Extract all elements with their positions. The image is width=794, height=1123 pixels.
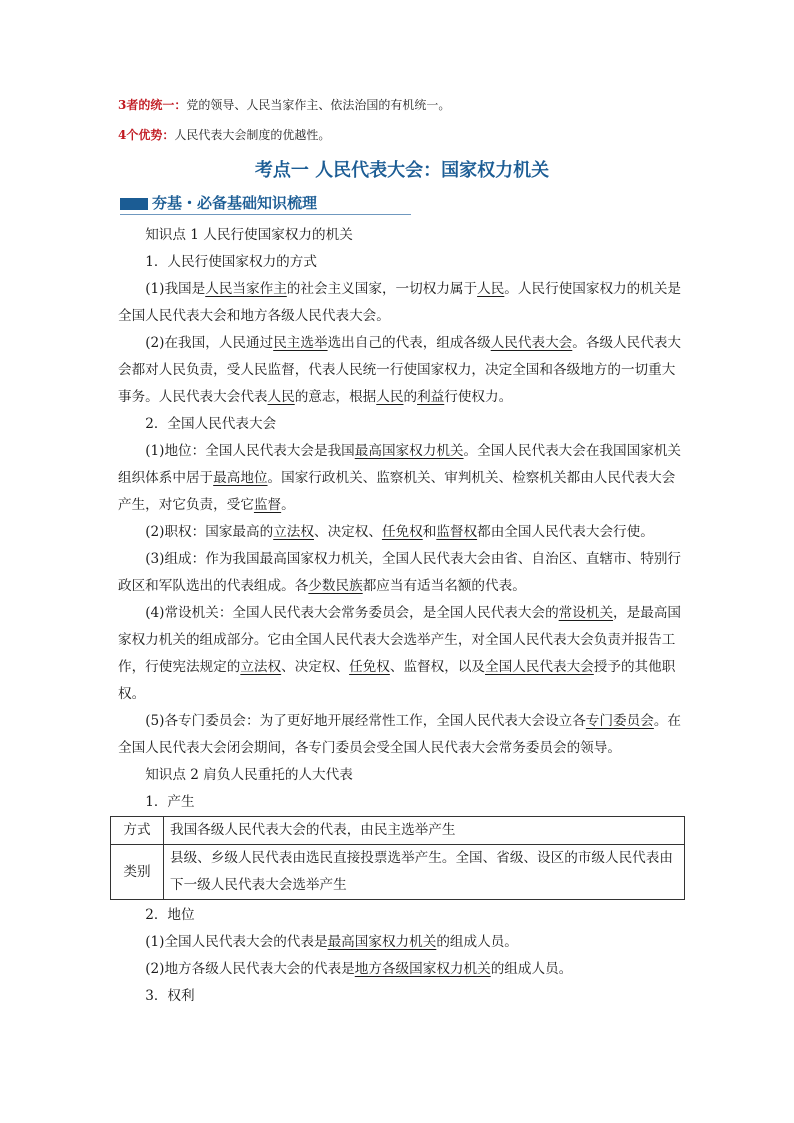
- text-run: (3)组成：作为我国最高国家权力机关，全国人民代表大会由省、自治区、直辖市、特别行政区和军队选出的代表组成。各: [118, 551, 682, 594]
- text-run: 。全国人民代表大会在我国国家机关组织体系中居于: [118, 443, 682, 486]
- kp2-title: 知识点 2 肩负人民重托的人大代表: [145, 767, 353, 783]
- text-run: 。国家行政机关、监察机关、审判机关、检察机关都由人民代表大会产生，对它负责，受它: [118, 470, 676, 513]
- kp1-paragraph-4: [118, 519, 686, 546]
- key-term: 最高地位: [213, 470, 268, 486]
- kp2-subtitle-2: 2．地位: [145, 907, 195, 923]
- key-term: 利益: [417, 389, 445, 405]
- text-run: 都由全国人民代表大会行使。: [477, 524, 654, 540]
- key-term: 民主选举: [273, 335, 328, 351]
- kp2-paragraph-1: [118, 929, 686, 956]
- text-run: 行使权力。: [444, 389, 513, 405]
- table-row-label: 方式: [111, 817, 164, 845]
- key-term: 最高国家权力机关: [354, 443, 464, 459]
- banner-title: 夯基・必备基础知识梳理: [152, 194, 318, 212]
- key-term: 立法权: [240, 659, 282, 675]
- kp2-paragraph-2: [118, 956, 686, 983]
- key-term: 人民: [477, 281, 505, 297]
- text-run: (5)各专门委员会：为了更好地开展经常性工作，全国人民代表大会设立各: [145, 713, 586, 729]
- section-title: 考点一 人民代表大会：国家权力机关: [254, 160, 550, 181]
- table-row-content: 县级、乡级人民代表由选民直接投票选举产生。全国、省级、设区的市级人民代表由下一级人民代表大会选举产生: [164, 845, 685, 900]
- summary-line-2: [118, 120, 686, 150]
- summary-line-1: [118, 90, 686, 120]
- key-term: 任免权: [381, 524, 423, 540]
- kp1-subtitle-1: 1．人民行使国家权力的方式: [145, 254, 317, 270]
- key-term: 监督权: [436, 524, 478, 540]
- key-term: 少数民族: [308, 578, 363, 594]
- text-run: (2)在我国，人民通过: [145, 335, 274, 351]
- key-term: 最高国家权力机关: [327, 934, 437, 950]
- text-run: (2)职权：国家最高的: [145, 524, 274, 540]
- text-run: 。在全国人民代表大会闭会期间，各专门委员会受全国人民代表大会常务委员会的领导。: [118, 713, 682, 756]
- key-term: 立法权: [273, 524, 314, 540]
- production-table: [110, 816, 685, 900]
- table-row: [111, 817, 685, 845]
- text-run: (4)常设机关：全国人民代表大会常务委员会，是全国人民代表大会的: [145, 605, 559, 621]
- table-row-content: 我国各级人民代表大会的代表，由民主选举产生: [164, 817, 685, 845]
- kp1-paragraph-6: [118, 600, 686, 708]
- banner-rule: [120, 214, 411, 215]
- text-run: 授予的其他职权。: [118, 659, 676, 702]
- kp1-subtitle-2: 2．全国人民代表大会: [145, 416, 277, 432]
- text-run: 。各级人民代表大会都对人民负责，受人民监督，代表人民统一行使国家权力，决定全国和各级地方的一切重大事务。人民代表大会代表: [118, 335, 682, 405]
- summary-label: 3者的统一：: [118, 98, 187, 112]
- text-run: ，是最高国家权力机关的组成部分。它由全国人民代表大会选举产生，对全国人民代表大会负责并报告工作，行使宪法规定的: [118, 605, 682, 675]
- key-term: 人民代表大会: [490, 335, 573, 351]
- text-run: (1)我国是: [145, 281, 206, 297]
- text-run: 。人民行使国家权力的机关是全国人民代表大会和地方各级人民代表大会。: [118, 281, 682, 324]
- text-run: 、决定权、: [281, 659, 350, 675]
- key-term: 监督: [253, 497, 282, 513]
- banner-bar-icon: [120, 198, 148, 210]
- text-run: (1)全国人民代表大会的代表是: [145, 934, 328, 950]
- kp2-subtitle-3: 3．权利: [145, 988, 195, 1004]
- text-run: 的意志，根据: [294, 389, 377, 405]
- section-banner: [118, 190, 686, 216]
- key-term: 专门委员会: [585, 713, 654, 729]
- text-run: 、决定权、: [313, 524, 382, 540]
- text-run: 的组成人员。: [436, 934, 518, 950]
- key-term: 常设机关: [558, 605, 614, 621]
- key-term: 全国人民代表大会: [485, 659, 594, 675]
- kp1-title: 知识点 1 人民行使国家权力的机关: [145, 227, 353, 243]
- summary-label: 4个优势：: [118, 128, 175, 142]
- kp1-paragraph-2: [118, 330, 686, 411]
- summary-text: 人民代表大会制度的优越性。: [174, 128, 331, 142]
- page-content: [118, 90, 686, 1010]
- kp1-paragraph-3: [118, 438, 686, 519]
- key-term: 人民当家作主: [205, 281, 287, 297]
- text-run: 的组成人员。: [490, 961, 573, 977]
- text-run: 。: [281, 497, 295, 513]
- kp1-paragraph-1: [118, 276, 686, 330]
- text-run: 的: [403, 389, 418, 405]
- kp2-subtitle-1: 1．产生: [145, 794, 195, 810]
- key-term: 人民: [376, 389, 404, 405]
- text-run: (2)地方各级人民代表大会的代表是: [145, 961, 355, 977]
- table-row: [111, 845, 685, 900]
- key-term: 任免权: [349, 659, 390, 675]
- text-run: 、监督权，以及: [389, 659, 486, 675]
- text-run: 都应当有适当名额的代表。: [362, 578, 526, 594]
- text-run: 选出自己的代表，组成各级: [327, 335, 491, 351]
- table-row-label: 类别: [111, 845, 164, 900]
- summary-text: 党的领导、人民当家作主、依法治国的有机统一。: [186, 98, 451, 112]
- kp1-paragraph-5: [118, 546, 686, 600]
- text-run: 的社会主义国家，一切权力属于: [286, 281, 478, 297]
- text-run: (1)地位：全国人民代表大会是我国: [145, 443, 355, 459]
- text-run: 和: [422, 524, 437, 540]
- key-term: 地方各级国家权力机关: [354, 961, 491, 977]
- key-term: 人民: [267, 389, 295, 405]
- kp1-paragraph-7: [118, 708, 686, 762]
